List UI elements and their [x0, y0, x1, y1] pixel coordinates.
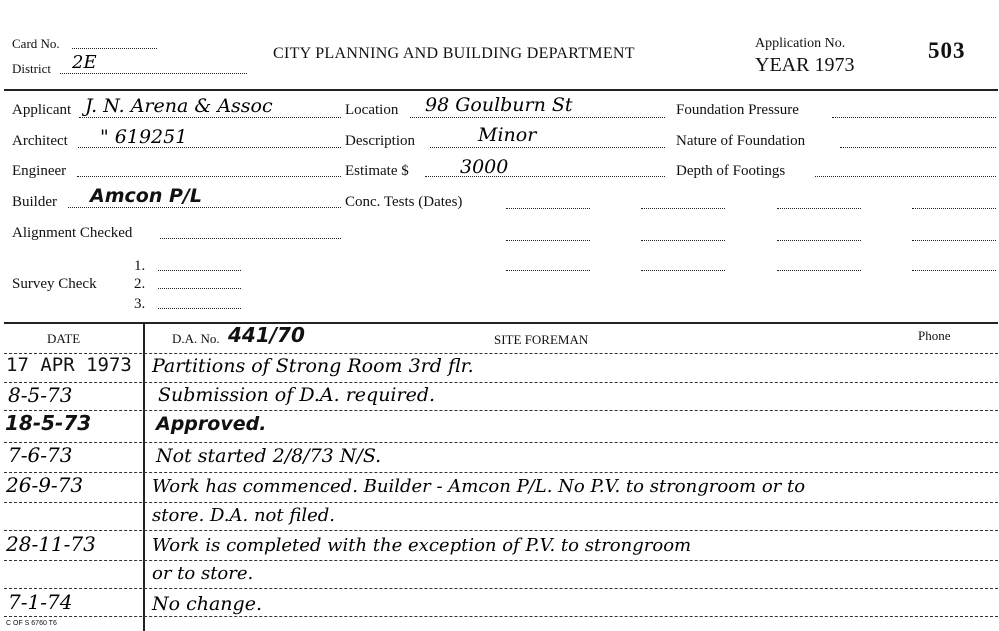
description-label: Description [345, 133, 415, 149]
log-date: 8-5-73 [8, 383, 73, 407]
date-column-divider [143, 322, 145, 631]
survey-line-2 [158, 288, 241, 289]
estimate-label: Estimate $ [345, 163, 409, 179]
department-title: CITY PLANNING AND BUILDING DEPARTMENT [273, 45, 635, 62]
alignment-line [160, 238, 341, 239]
phone-header: Phone [918, 328, 951, 343]
card-no-label: Card No. [12, 36, 60, 51]
nature-foundation-label: Nature of Foundation [676, 133, 806, 149]
conc-test-line [777, 270, 861, 271]
card-number: 503 [928, 38, 966, 63]
conc-test-line [506, 240, 590, 241]
district-value: 2E [72, 52, 97, 73]
log-date: 18-5-73 [5, 411, 92, 435]
log-row-line [4, 616, 998, 617]
log-row-line [4, 410, 998, 411]
district-line [60, 73, 247, 74]
date-header: DATE [47, 331, 81, 346]
year-label: YEAR 1973 [755, 54, 855, 76]
survey-label: Survey Check [12, 276, 97, 292]
log-row-line [4, 472, 998, 473]
log-row-line [4, 382, 998, 383]
survey-1: 1. [134, 258, 146, 274]
log-top-rule [4, 322, 998, 324]
location-label: Location [345, 102, 399, 118]
foundation-pressure-line [832, 117, 996, 118]
conc-test-line [912, 270, 996, 271]
log-row-line [4, 353, 998, 354]
conc-tests-label: Conc. Tests (Dates) [345, 194, 463, 210]
application-no-label: Application No. [755, 36, 846, 51]
log-row-line [4, 560, 998, 561]
conc-test-line [912, 208, 996, 209]
applicant-value: J. N. Arena & Assoc [85, 95, 273, 117]
survey-2: 2. [134, 276, 146, 292]
header-rule [4, 89, 998, 91]
log-text: Submission of D.A. required. [158, 384, 436, 406]
engineer-label: Engineer [12, 163, 67, 179]
location-line [410, 117, 665, 118]
depth-footings-line [815, 176, 996, 177]
builder-line [68, 207, 341, 208]
district-label: District [12, 61, 51, 76]
log-date: 7-1-74 [8, 590, 73, 614]
conc-test-line [777, 240, 861, 241]
log-date: 7-6-73 [8, 443, 73, 467]
description-line [430, 147, 665, 148]
engineer-line [77, 176, 341, 177]
log-text: Not started 2/8/73 N/S. [156, 445, 382, 467]
nature-foundation-line [840, 147, 996, 148]
depth-footings-label: Depth of Footings [676, 163, 786, 179]
log-row-line [4, 530, 998, 531]
da-value: 441/70 [228, 323, 305, 347]
architect-line [78, 147, 341, 148]
form-code: C OF S 6760 T6 [6, 620, 57, 627]
log-row-line [4, 502, 998, 503]
log-text: Work is completed with the exception of P.V. to strongroom [152, 535, 692, 556]
log-text: Work has commenced. Builder - Amcon P/L. No P.V. to strongroom or to [152, 476, 806, 497]
location-value: 98 Goulburn St [425, 94, 573, 116]
log-row-line [4, 442, 998, 443]
conc-test-line [641, 208, 725, 209]
conc-test-line [506, 270, 590, 271]
conc-test-line [506, 208, 590, 209]
applicant-label: Applicant [12, 102, 72, 118]
alignment-label: Alignment Checked [12, 225, 133, 241]
survey-3: 3. [134, 296, 146, 312]
log-text: store. D.A. not filed. [152, 505, 336, 526]
log-text: No change. [152, 593, 262, 615]
survey-line-1 [158, 270, 241, 271]
survey-line-3 [158, 308, 241, 309]
estimate-line [425, 176, 665, 177]
architect-value: " 619251 [100, 126, 188, 148]
builder-value: Amcon P/L [90, 185, 202, 207]
log-text: Partitions of Strong Room 3rd flr. [152, 355, 474, 377]
builder-label: Builder [12, 194, 57, 210]
log-text: or to store. [152, 563, 254, 584]
applicant-line [79, 117, 341, 118]
conc-test-line [641, 270, 725, 271]
conc-test-line [777, 208, 861, 209]
foundation-pressure-label: Foundation Pressure [676, 102, 799, 118]
conc-test-line [912, 240, 996, 241]
card-no-line [72, 48, 157, 49]
estimate-value: 3000 [460, 156, 509, 178]
log-date: 17 APR 1973 [6, 354, 132, 376]
conc-test-line [641, 240, 725, 241]
da-label: D.A. No. [172, 331, 220, 346]
log-date: 28-11-73 [6, 532, 96, 556]
description-value: Minor [478, 124, 537, 146]
architect-label: Architect [12, 133, 68, 149]
log-row-line [4, 588, 998, 589]
log-text: Approved. [156, 413, 267, 435]
log-date: 26-9-73 [6, 473, 84, 497]
site-foreman-header: SITE FOREMAN [494, 332, 589, 347]
